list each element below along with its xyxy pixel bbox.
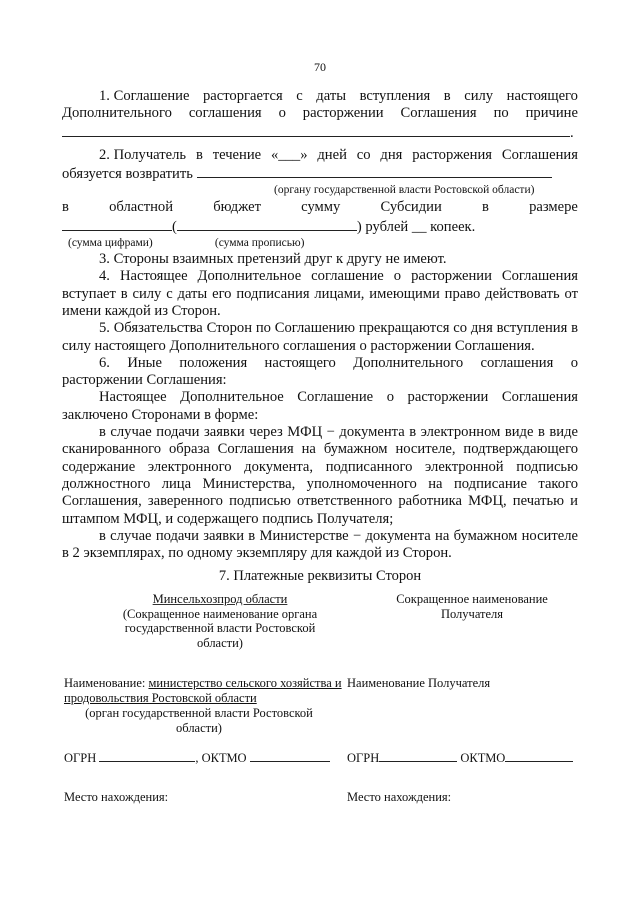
left-name-label: Наименование: <box>64 676 146 690</box>
right-oktmo-blank <box>505 748 573 762</box>
word: течение <box>212 146 262 163</box>
word: по <box>493 105 509 122</box>
paragraph-1-line-2 <box>62 105 578 122</box>
rub-kop-text: рублей __ копеек. <box>365 218 476 235</box>
word: расторжения <box>412 146 492 163</box>
word: расторжении <box>302 105 384 122</box>
left-name-block <box>64 676 344 735</box>
paragraph-6c: в случае подачи заявки в Министерстве − документа на бумажном носителе в 2 экземплярах, по одному экземпляру для каждой из Сторон. <box>62 527 578 562</box>
paragraph-1-line-3 <box>62 123 578 142</box>
paren: ) <box>356 218 362 235</box>
left-ogrn-row <box>64 748 344 766</box>
document-body <box>62 88 578 562</box>
word: о <box>278 105 286 122</box>
word: соглашения <box>188 105 262 122</box>
word: в <box>195 146 203 163</box>
page-number: 70 <box>314 60 326 74</box>
paragraph-6b: в случае подачи заявки через МФЦ − документа в электронном виде в виде сканированного образа Соглашения на бумажном носителе, подтверждающего содержание электронного документа, подписанного электронной подписью должностного лица Министерства, уполномоченного на подписание такого Соглашения, заверенного подписью ответственного работника МФЦ, печатью и штампом МФЦ, и содержащего подпись Получателя; <box>62 424 578 527</box>
caption-digits: (сумма цифрами) <box>68 237 153 250</box>
sum-captions <box>62 236 578 250</box>
paragraph-2-line-1 <box>62 147 578 164</box>
return-text: обязуется возвратить <box>62 166 193 183</box>
word: расторгается <box>203 88 283 104</box>
word: «___» <box>271 146 308 163</box>
word: с <box>296 88 303 104</box>
word: вступления <box>359 88 431 104</box>
word: настоящего <box>506 88 578 104</box>
left-oktmo-blank <box>250 748 330 762</box>
word: в <box>62 199 69 216</box>
left-short-caption: (Сокращенное наименование органа государственной власти Ростовской области) <box>122 606 318 650</box>
paragraph-5: 5. Обязательства Сторон по Соглашению прекращаются со дня вступления в силу настоящего Дополнительного соглашения о расторжении Соглашения. <box>62 320 578 354</box>
word: дней <box>317 146 347 163</box>
left-name-value: министерство сельского хозяйства и продовольствия Ростовской области <box>64 676 342 705</box>
left-ogrn-label: ОГРН <box>64 751 97 765</box>
paragraph-2-line-4 <box>62 217 578 236</box>
word: Дополнительного <box>62 105 172 122</box>
left-address-label: Место нахождения: <box>64 790 169 804</box>
right-name-label: Наименование Получателя <box>347 676 491 690</box>
sum-words-blank <box>177 217 357 231</box>
word: даты <box>316 88 347 104</box>
right-short-caption: Сокращенное наименование Получателя <box>396 592 548 621</box>
word: бюджет <box>213 199 261 216</box>
word: в <box>481 199 489 216</box>
paragraph-6a: Настоящее Дополнительное Соглашение о расторжении Соглашения заключено Сторонами в форме: <box>62 389 578 423</box>
word: Соглашения <box>400 105 477 122</box>
period: . <box>570 124 574 141</box>
right-oktmo-label: ОКТМО <box>460 751 506 765</box>
left-short-name: Минсельхозпрод области <box>152 592 288 606</box>
paragraph-3: 3. Стороны взаимных претензий друг к другу не имеют. <box>99 251 447 268</box>
section-7-title: 7. Платежные реквизиты Сторон <box>218 568 422 584</box>
word: размере <box>529 199 578 216</box>
caption-words: (сумма прописью) <box>214 237 305 250</box>
paragraph-6: 6. Иные положения настоящего Дополнительного соглашения о расторжении Соглашения: <box>62 354 578 389</box>
sum-digits-blank <box>62 217 172 231</box>
word: со <box>356 146 371 163</box>
paragraph-1-line-1 <box>62 88 578 105</box>
word: силу <box>464 88 494 104</box>
reason-blank <box>62 123 570 137</box>
word: Соглашения <box>501 146 578 163</box>
word: Субсидии <box>380 199 442 216</box>
paragraph-4: 4. Настоящее Дополнительное соглашение о расторжении Соглашения вступает в силу с даты его подписания лицами, имеющими право действовать от имени каждой из Сторон. <box>62 268 578 319</box>
left-name-caption: (орган государственной власти Ростовской области) <box>85 706 313 735</box>
word: причине <box>525 105 578 122</box>
word: дня <box>380 146 403 163</box>
right-ogrn-row <box>347 748 587 766</box>
organ-blank <box>197 164 552 178</box>
word: в <box>443 88 451 104</box>
word: 2. Получатель <box>99 146 187 163</box>
left-short-block <box>120 592 320 650</box>
word: сумму <box>301 199 341 216</box>
word: областной <box>109 199 173 216</box>
right-ogrn-blank <box>379 748 457 762</box>
organ-caption: (органу государственной власти Ростовской области) <box>274 184 535 197</box>
paragraph-2-line-3 <box>62 199 578 216</box>
paragraph-2-line-2 <box>62 164 578 183</box>
left-ogrn-blank <box>99 748 195 762</box>
word: 1. Соглашение <box>99 88 190 104</box>
right-ogrn-label: ОГРН <box>347 751 380 765</box>
paren: ( <box>172 218 177 235</box>
left-oktmo-label: , ОКТМО <box>195 751 247 765</box>
right-address-label: Место нахождения: <box>347 790 452 804</box>
